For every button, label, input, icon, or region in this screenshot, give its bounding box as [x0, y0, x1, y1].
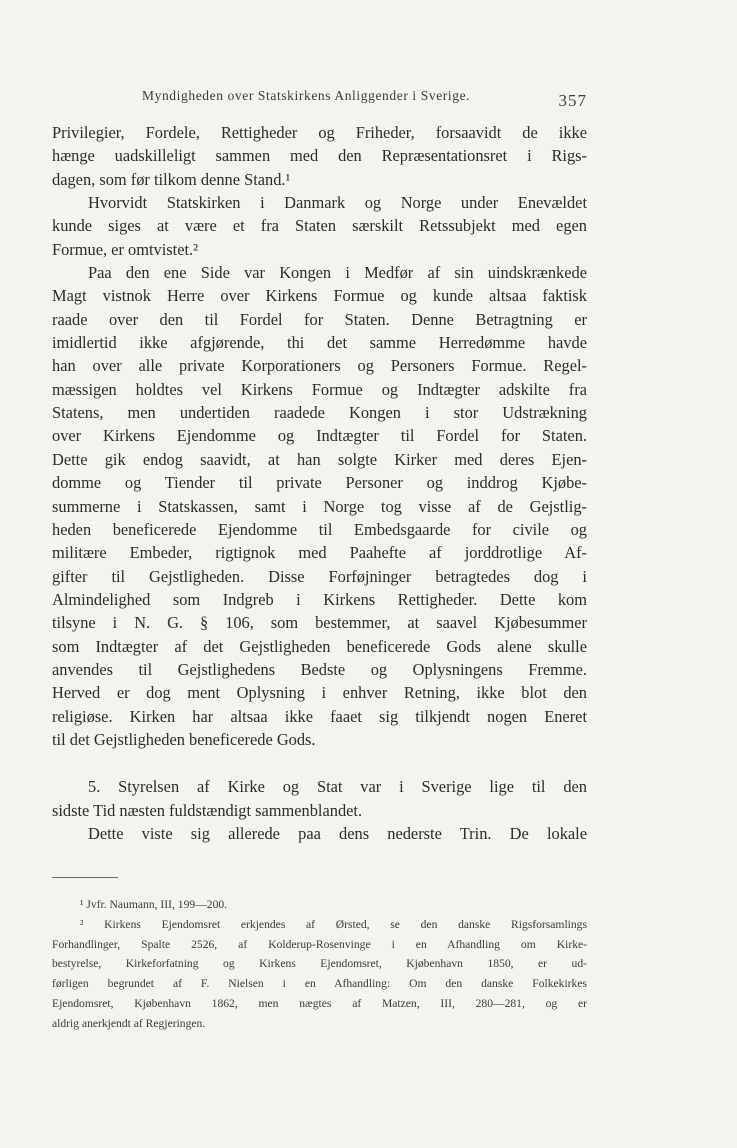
body-line: domme og Tiender til private Personer og inddrog Kjøbe- [52, 473, 587, 493]
body-line: kunde siges at være et fra Staten særskilt Retssubjekt med egen [52, 216, 587, 236]
body-line: Dette gik endog saavidt, at han solgte Kirker med deres Ejen- [52, 449, 587, 469]
body-line: sidste Tid næsten fuldstændigt sammenblandet. [52, 800, 363, 820]
body-line: hænge uadskilleligt sammen med den Repræsentationsret i Rigs- [52, 146, 587, 166]
body-line: raade over den til Fordel for Staten. Denne Betragtning er [52, 309, 587, 329]
body-line: imidlertid ikke afgjørende, thi det samme Herredømme havde [52, 333, 587, 353]
body-line: dagen, som før tilkom denne Stand.¹ [52, 169, 291, 189]
body-line: Magt vistnok Herre over Kirkens Formue og kunde altsaa faktisk [52, 286, 587, 306]
running-title: Myndigheden over Statskirkens Anliggender i Sverige. [142, 88, 471, 103]
body-line: over Kirkens Ejendomme og Indtægter til Fordel for Staten. [52, 426, 587, 446]
body-line: Hvorvidt Statskirken i Danmark og Norge under Enevældet [88, 193, 587, 213]
footnote-line: aldrig anerkjendt af Regjeringen. [52, 1016, 206, 1030]
body-line: heden beneficerede Ejendomme til Embedsgaarde for civile og [52, 519, 587, 539]
body-text [52, 121, 587, 845]
body-line: gifter til Gejstligheden. Disse Forføjninger betragtedes dog i [52, 566, 587, 586]
section-heading-line: 5. Styrelsen af Kirke og Stat var i Sverige lige til den [88, 777, 587, 797]
body-line: anvendes til Gejstlighedens Bedste og Oplysningens Fremme. [52, 659, 587, 679]
body-line: han over alle private Korporationers og Personers Formue. Regel- [52, 356, 587, 376]
body-line: mæssigen holdtes vel Kirkens Formue og Indtægter adskilte fra [52, 379, 587, 399]
body-line: Paa den ene Side var Kongen i Medfør af sin uindskrænkede [88, 263, 587, 283]
footnote-rule [52, 877, 118, 878]
body-line: Statens, men undertiden raadede Kongen i stor Udstrækning [52, 403, 587, 423]
footnotes [52, 895, 587, 1034]
body-line: Dette viste sig allerede paa dens nederste Trin. De lokale [88, 823, 587, 843]
body-line: militære Embeder, rigtignok med Paahefte af jorddrotlige Af- [52, 543, 587, 563]
body-line: Herved er dog ment Oplysning i enhver Retning, ikke blot den [52, 683, 587, 703]
footnote-line: Forhandlinger, Spalte 2526, af Kolderup-Rosenvinge i en Afhandling om Kirke- [52, 937, 587, 951]
body-line: Formue, er omtvistet.² [52, 239, 199, 259]
body-line: Privilegier, Fordele, Rettigheder og Friheder, forsaavidt de ikke [52, 123, 587, 142]
body-line: til det Gejstligheden beneficerede Gods. [52, 729, 316, 749]
page-header [52, 88, 587, 112]
body-line: summerne i Statskassen, samt i Norge tog visse af de Gejstlig- [52, 496, 587, 516]
footnote-line: Ejendomsret, Kjøbenhavn 1862, men nægtes af Matzen, III, 280—281, og er [52, 996, 587, 1010]
footnote-line: ² Kirkens Ejendomsret erkjendes af Ørsted, se den danske Rigsforsamlings [80, 917, 587, 931]
footnote-line: ¹ Jvfr. Naumann, III, 199—200. [80, 898, 228, 911]
page-number: 357 [558, 91, 587, 110]
body-line: religiøse. Kirken har altsaa ikke faaet sig tilkjendt nogen Eneret [52, 706, 587, 726]
body-line: tilsyne i N. G. § 106, som bestemmer, at saavel Kjøbesummer [52, 613, 587, 633]
footnote-line: førligen begrundet af F. Nielsen i en Afhandling: Om den danske Folkekirkes [52, 977, 587, 991]
footnote-line: bestyrelse, Kirkeforfatning og Kirkens Ejendomsret, Kjøbenhavn 1850, er ud- [52, 957, 587, 971]
body-line: som Indtægter af det Gejstligheden beneficerede Gods alene skulle [52, 636, 587, 656]
body-line: Almindelighed som Indgreb i Kirkens Rettigheder. Dette kom [52, 589, 587, 609]
